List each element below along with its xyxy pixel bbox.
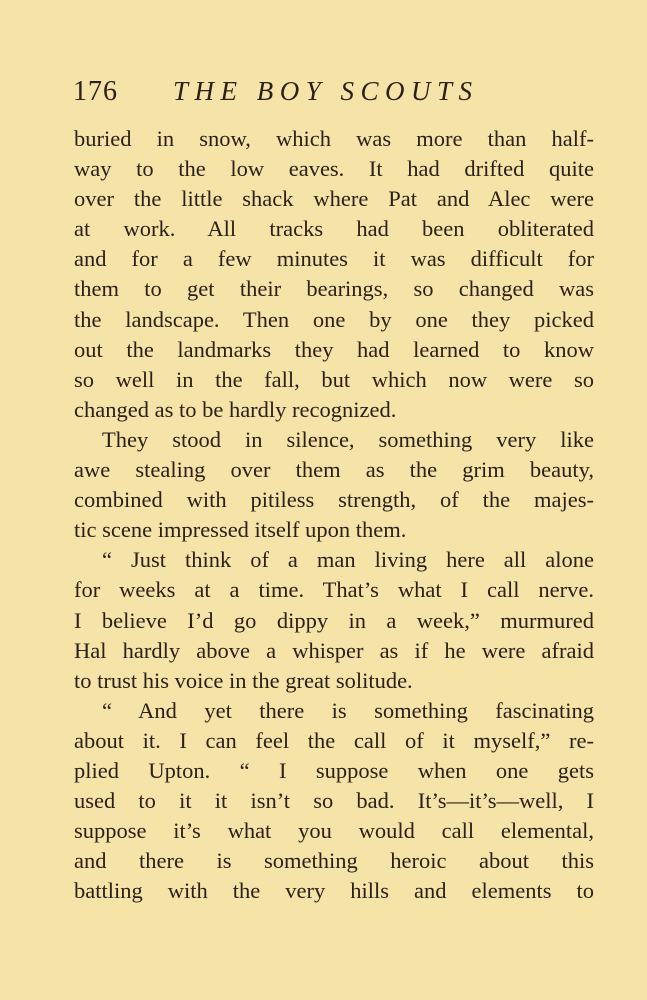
text-line: used to it it isn’t so bad. It’s—it’s—well, I (74, 788, 594, 814)
text-line: out the landmarks they had learned to know (74, 336, 594, 362)
text-line: awe stealing over them as the grim beauty, (74, 457, 594, 483)
text-line: for weeks at a time. That’s what I call nerve. (74, 577, 594, 603)
text-line: plied Upton. “ I suppose when one gets (74, 757, 594, 783)
text-line: over the little shack where Pat and Alec were (74, 186, 594, 212)
page-number: 176 (73, 76, 118, 107)
page-header (73, 74, 597, 116)
text-line: way to the low eaves. It had drifted quite (74, 156, 594, 182)
text-line: suppose it’s what you would call elemental, (74, 818, 594, 844)
text-line: the landscape. Then one by one they picked (74, 306, 594, 332)
text-line: buried in snow, which was more than half- (74, 126, 594, 151)
text-line: them to get their bearings, so changed was (74, 276, 594, 302)
text-line: battling with the very hills and elements to (74, 878, 594, 904)
text-line: “ And yet there is something fascinating (102, 697, 594, 723)
text-line: “ Just think of a man living here all alone (102, 547, 594, 573)
text-line: so well in the fall, but which now were so (74, 366, 594, 392)
text-line: Hal hardly above a whisper as if he were afraid (74, 637, 594, 663)
text-line: and there is something heroic about this (74, 848, 594, 874)
text-line: changed as to be hardly recognized. (74, 396, 397, 422)
text-line: tic scene impressed itself upon them. (74, 517, 407, 543)
text-line: They stood in silence, something very like (102, 426, 594, 452)
text-line: and for a few minutes it was difficult for (74, 246, 594, 272)
text-line: combined with pitiless strength, of the majes- (74, 487, 594, 513)
text-line: I believe I’d go dippy in a week,” murmured (74, 607, 594, 633)
body-text (74, 124, 594, 906)
text-line: about it. I can feel the call of it myself,” re- (74, 727, 594, 753)
text-line: at work. All tracks had been obliterated (74, 216, 594, 242)
running-title: THE BOY SCOUTS (173, 76, 479, 106)
text-line: to trust his voice in the great solitude. (74, 667, 413, 693)
